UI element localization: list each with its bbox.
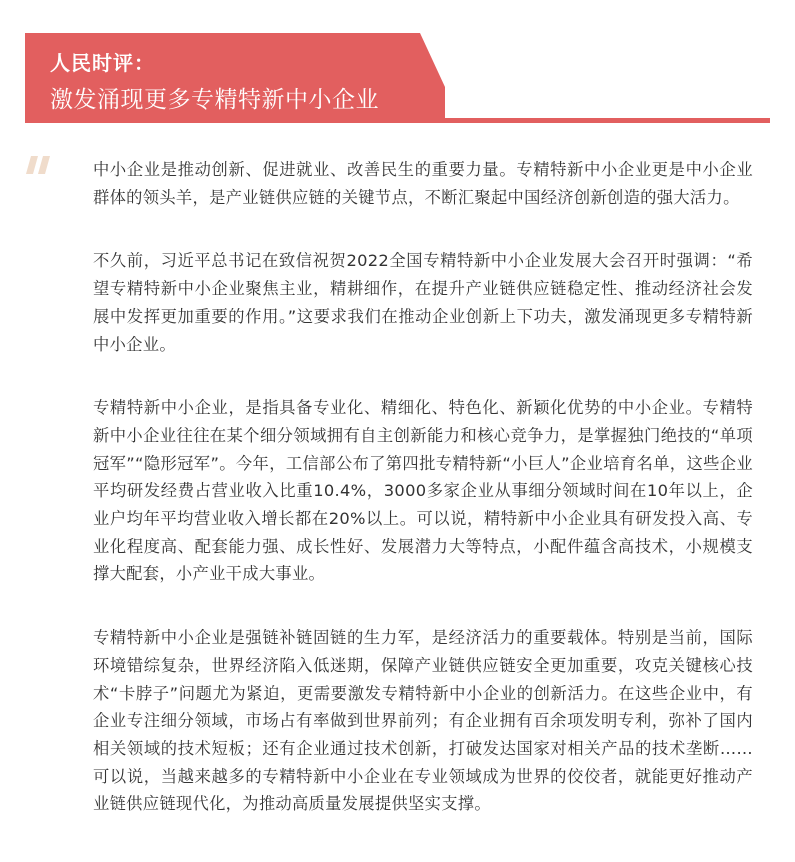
header-underline <box>25 118 770 123</box>
column-title: 人民时评： <box>50 51 155 75</box>
paragraph-4: 专精特新中小企业是强链补链固链的生力军，是经济活力的重要载体。特别是当前，国际环境错综复杂，世界经济陷入低迷期，保障产业链供应链安全更加重要，攻克关键核心技术“卡脖子”问题尤为紧迫，更需要激发专精特新中小企业的创新活力。在这些企业中，有企业专注细分领域，市场占有率做到世界前列；有企业拥有百余项发明专利，弥补了国内相关领域的技术短板；还有企业通过技术创新，打破发达国家对相关产品的技术垄断……可以说，当越来越多的专精特新中小企业在专业领域成为世界的佼佼者，就能更好推动产业链供应链现代化，为推动高质量发展提供坚实支撑。 <box>93 628 753 814</box>
article-headline: 激发涌现更多专精特新中小企业 <box>50 87 379 113</box>
paragraph-1: 中小企业是推动创新、促进就业、改善民生的重要力量。专精特新中小企业更是中小企业群体的领头羊，是产业链供应链的关键节点，不断汇聚起中国经济创新创造的强大活力。 <box>93 160 753 207</box>
paragraph-2: 不久前，习近平总书记在致信祝贺2022全国专精特新中小企业发展大会召开时强调：“希望专精特新中小企业聚焦主业，精耕细作，在提升产业链供应链稳定性、推动经济社会发展中发挥更加重要的作用。”这要求我们在推动企业创新上下功夫，激发涌现更多专精特新中小企业。 <box>93 251 753 354</box>
paragraph-3: 专精特新中小企业，是指具备专业化、精细化、特色化、新颖化优势的中小企业。专精特新中小企业往往在某个细分领域拥有自主创新能力和核心竞争力，是掌握独门绝技的“单项冠军”“隐形冠军”。今年，工信部公布了第四批专精特新“小巨人”企业培育名单，这些企业平均研发经费占营业收入比重10.4%，3000多家企业从事细分领域时间在10年以上，企业户均年平均营业收入增长都在20%以上。可以说，精特新中小企业具有研发投入高、专业化程度高、配套能力强、成长性好、发展潜力大等特点，小配件蕴含高技术，小规模支撑大配套，小产业干成大事业。 <box>93 398 753 584</box>
article-body <box>93 156 753 854</box>
opening-quote-icon <box>25 150 55 180</box>
